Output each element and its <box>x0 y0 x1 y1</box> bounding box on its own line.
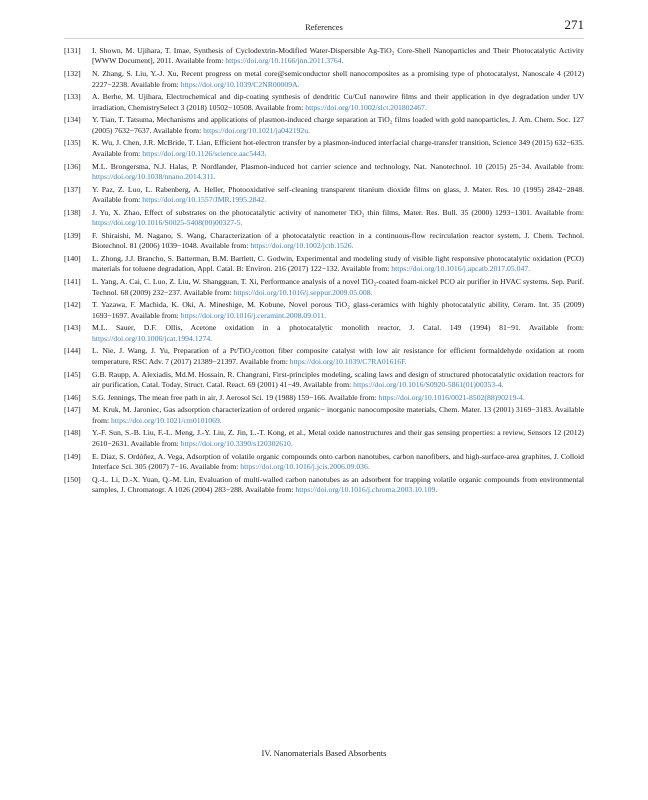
reference-number: [138] <box>64 207 81 217</box>
reference-end-period: . <box>219 415 222 425</box>
reference-end-period: . <box>324 310 327 320</box>
page-footer: IV. Nanomaterials Based Absorbents <box>261 748 387 758</box>
doi-link[interactable]: https://doi.org/10.1039/C2NR00009A <box>180 79 298 89</box>
doi-link[interactable]: https://doi.org/10.1126/science.aac5443 <box>142 148 265 158</box>
doi-link[interactable]: https://doi.org/10.3390/s120302610 <box>180 438 291 448</box>
reference-end-period: . <box>213 171 216 181</box>
reference-item <box>64 115 584 136</box>
doi-link[interactable]: https://doi.org/10.1021/ja042192u <box>203 125 309 135</box>
reference-item <box>64 162 584 183</box>
reference-text: S.G. Jennings, The mean free path in air, J. Aerosol Sci. 19 (1988) 159−166. Available from: <box>92 392 379 402</box>
doi-link[interactable]: https://doi.org/10.1166/jnn.2011.3764 <box>225 56 342 66</box>
reference-number: [147] <box>64 405 81 415</box>
doi-link[interactable]: https://doi.org/10.1016/S0025-5408(00)00327-5 <box>92 218 241 228</box>
doi-link[interactable]: https://doi.org/10.1006/jcat.1994.1274 <box>92 333 211 343</box>
reference-text: N. Zhang, S. Liu, Y.-J. Xu, Recent progress on metal core@semiconductor shell nanocomposites as a promising type of photocatalyst, Nanoscale 4 (2012) 2227−2238. Available from: <box>92 69 584 89</box>
reference-number: [137] <box>64 184 81 194</box>
reference-list <box>64 46 584 498</box>
reference-text: I. Shown, M. Ujihara, T. Imae, Synthesis of Cyclodextrin-Modified Water-Dispersible Ag-TiO₂ Core-Shell Nanoparticles and Their Photocatalytic Activity [WWW Document], 2011. Available from: <box>92 46 584 66</box>
reference-text: T. Yazawa, F. Machida, K. Oki, A. Mineshige, M. Kobune, Novel porous TiO₂ glass-ceramics with highly photocatalytic ability, Ceram. Int. 35 (2009) 1693−1697. Available from: <box>92 300 584 320</box>
reference-item <box>64 346 584 367</box>
reference-end-period: . <box>424 102 427 112</box>
reference-number: [144] <box>64 346 81 356</box>
doi-link[interactable]: https://doi.org/10.1016/j.seppur.2009.05.008 <box>233 287 371 297</box>
reference-text: L. Zhong, J.J. Brancho, S. Batterman, B.M. Bartlett, C. Godwin, Experimental and modeling study of visible light responsive photocatalytic oxidation (PCO) materials for toluene degradation, Appl. Catal. B: Environ. 216 (2017) 122−132. Available from: <box>92 253 584 274</box>
doi-link[interactable]: https://doi.org/10.1039/C7RA01616F <box>289 356 405 366</box>
reference-end-period: . <box>308 125 311 135</box>
reference-end-period: . <box>367 461 370 471</box>
reference-text: F. Shiraishi, M. Nagano, S. Wang, Characterization of a photocatalytic reaction in a continuous-flow recirculation reactor system, J. Chem. Technol. Biotechnol. 81 (2006) 1039−1048. Available from: <box>92 230 584 251</box>
reference-item <box>64 231 584 252</box>
doi-link[interactable]: https://doi.org/10.1016/0021-8502(88)90219-4 <box>378 392 523 402</box>
running-title: References <box>305 22 343 32</box>
reference-text: Y. Paz, Z. Luo, L. Rabenberg, A. Heller, Photooxidative self-cleaning transparent titanium dioxide films on glass, J. Mater. Res. 10 (1995) 2842−2848. Available from: <box>92 184 584 205</box>
reference-number: [145] <box>64 369 81 379</box>
doi-link[interactable]: https://doi.org/10.1016/j.ceramint.2008.09.011 <box>180 310 325 320</box>
reference-end-period: . <box>501 379 504 389</box>
reference-end-period: . <box>341 56 344 66</box>
reference-end-period: . <box>297 79 300 89</box>
reference-end-period: . <box>370 287 373 297</box>
doi-link[interactable]: https://doi.org/10.1016/j.jcis.2006.09.036 <box>240 461 368 471</box>
reference-end-period: . <box>290 438 293 448</box>
reference-number: [149] <box>64 451 81 461</box>
reference-item <box>64 323 584 344</box>
reference-item <box>64 405 584 426</box>
reference-item <box>64 46 584 67</box>
reference-text: L. Yang, A. Cai, C. Luo, Z. Liu, W. Shangguan, T. Xi, Performance analysis of a novel TiO₂-coated foam-nickel PCO air purifier in HVAC systems, Sep. Purif. Technol. 68 (2009) 232−237. Available from: <box>92 277 584 297</box>
reference-number: [132] <box>64 69 81 79</box>
reference-end-period: . <box>240 218 243 228</box>
reference-item <box>64 138 584 159</box>
reference-text: K. Wu, J. Chen, J.R. McBride, T. Lian, Efficient hot-electron transfer by a plasmon-induced interfacial charge-transfer transition, Science 349 (2015) 632−635. Available from: <box>92 138 584 158</box>
reference-end-period: . <box>528 264 531 274</box>
reference-item <box>64 452 584 473</box>
reference-text: J. Yu, X. Zhao, Effect of substrates on the photocatalytic activity of nanometer TiO₂ thin films, Mater. Res. Bull. 35 (2000) 1293−1301. Available from: <box>92 207 584 217</box>
doi-link[interactable]: https://doi.org/10.1016/S0920-5861(01)00353-4 <box>353 379 502 389</box>
reference-end-period: . <box>522 392 525 402</box>
doi-link[interactable]: https://doi.org/10.1021/cm0101069 <box>111 415 220 425</box>
reference-text: L. Nie, J. Wang, J. Yu, Preparation of a Pt/TiO₂/cotton fiber composite catalyst with low air resistance for efficient formaldehyde oxidation at room temperature, RSC Adv. 7 (2017) 21389−21397. Available from: <box>92 346 584 366</box>
doi-link[interactable]: https://doi.org/10.1557/JMR.1995.2842 <box>142 195 265 205</box>
reference-text: A. Berhe, M. Ujihara, Electrochemical and dip-coating synthesis of dendritic Cu/CuI nanowire films and their application in dye degradation under UV irradiation, ChemistrySelect 3 (2018) 10502−10508. Available from: <box>92 92 584 112</box>
reference-text: E. Díaz, S. Ordóñez, A. Vega, Adsorption of volatile organic compounds onto carbon nanotubes, carbon nanofibers, and high-surface-area graphites, J. Colloid Interface Sci. 305 (2007) 7−16. Available from: <box>92 451 584 471</box>
page-number: 271 <box>564 17 584 32</box>
reference-text: M.L. Brongersma, N.J. Halas, P. Nordlander, Plasmon-induced hot carrier science and technology, Nat. Nanotechnol. 10 (2015) 25−34. Available from: <box>92 161 584 171</box>
reference-number: [142] <box>64 300 81 310</box>
reference-end-period: . <box>435 485 438 495</box>
reference-end-period: . <box>351 241 354 251</box>
reference-number: [135] <box>64 138 81 148</box>
reference-number: [133] <box>64 92 81 102</box>
reference-text: G.B. Raupp, A. Alexiadis, Md.M. Hossain, R. Changrani, First-principles modeling, scaling laws and design of structured photocatalytic oxidation reactors for air purification, Catal. Today, Struct. Catal. React. 69 (2001) 41−49. Available from: <box>92 369 584 389</box>
reference-text: Q.-L. Li, D.-X. Yuan, Q.-M. Lin, Evaluation of multi-walled carbon nanotubes as an adsorbent for trapping volatile organic compounds from environmental samples, J. Chromatogr. A 1026 (2004) 283−288. Available from: <box>92 474 584 495</box>
reference-number: [146] <box>64 392 81 402</box>
doi-link[interactable]: https://doi.org/10.1002/jctb.1526 <box>250 241 352 251</box>
reference-number: [143] <box>64 323 81 333</box>
reference-number: [140] <box>64 253 81 263</box>
reference-end-period: . <box>404 356 407 366</box>
doi-link[interactable]: https://doi.org/10.1016/j.chroma.2003.10.109 <box>295 485 436 495</box>
reference-text: M. Kruk, M. Jaroniec, Gas adsorption characterization of ordered organic− inorganic nanocomposite materials, Chem. Mater. 13 (2001) 3169−3183. Available from: <box>92 405 584 425</box>
reference-item <box>64 393 584 403</box>
reference-item <box>64 475 584 496</box>
reference-text: M.L. Sauer, D.F. Ollis, Acetone oxidation in a photocatalytic monolith reactor, J. Catal. 149 (1994) 81−91. Available from: <box>92 323 584 333</box>
page-header <box>64 18 584 39</box>
reference-number: [141] <box>64 277 81 287</box>
reference-number: [139] <box>64 230 81 240</box>
reference-end-period: . <box>210 333 213 343</box>
reference-number: [134] <box>64 115 81 125</box>
doi-link[interactable]: https://doi.org/10.1002/slct.201802467 <box>305 102 425 112</box>
reference-item <box>64 69 584 90</box>
reference-number: [131] <box>64 46 81 55</box>
reference-text: Y. Tian, T. Tatsuma, Mechanisms and applications of plasmon-induced charge separation at TiO₂ films loaded with gold nanoparticles, J. Am. Chem. Soc. 127 (2005) 7632−7637. Available from: <box>92 115 584 135</box>
reference-item <box>64 254 584 275</box>
reference-text: Y.-F. Sun, S.-B. Liu, F.-L. Meng, J.-Y. Liu, Z. Jin, L.-T. Kong, et al., Metal oxide nanostructures and their gas sensing properties: a review, Sensors 12 (2012) 2610−2631. Available from: <box>92 428 584 448</box>
doi-link[interactable]: https://doi.org/10.1016/j.apcatb.2017.05.047 <box>391 264 529 274</box>
reference-item <box>64 92 584 113</box>
reference-item <box>64 277 584 298</box>
reference-item <box>64 428 584 449</box>
reference-end-period: . <box>264 195 267 205</box>
reference-item <box>64 370 584 391</box>
reference-number: [150] <box>64 474 81 484</box>
reference-item <box>64 300 584 321</box>
doi-link[interactable]: https://doi.org/10.1038/nnano.2014.311 <box>92 171 214 181</box>
reference-number: [148] <box>64 428 81 438</box>
reference-item <box>64 185 584 206</box>
reference-end-period: . <box>264 148 267 158</box>
reference-item <box>64 208 584 229</box>
reference-number: [136] <box>64 161 81 171</box>
